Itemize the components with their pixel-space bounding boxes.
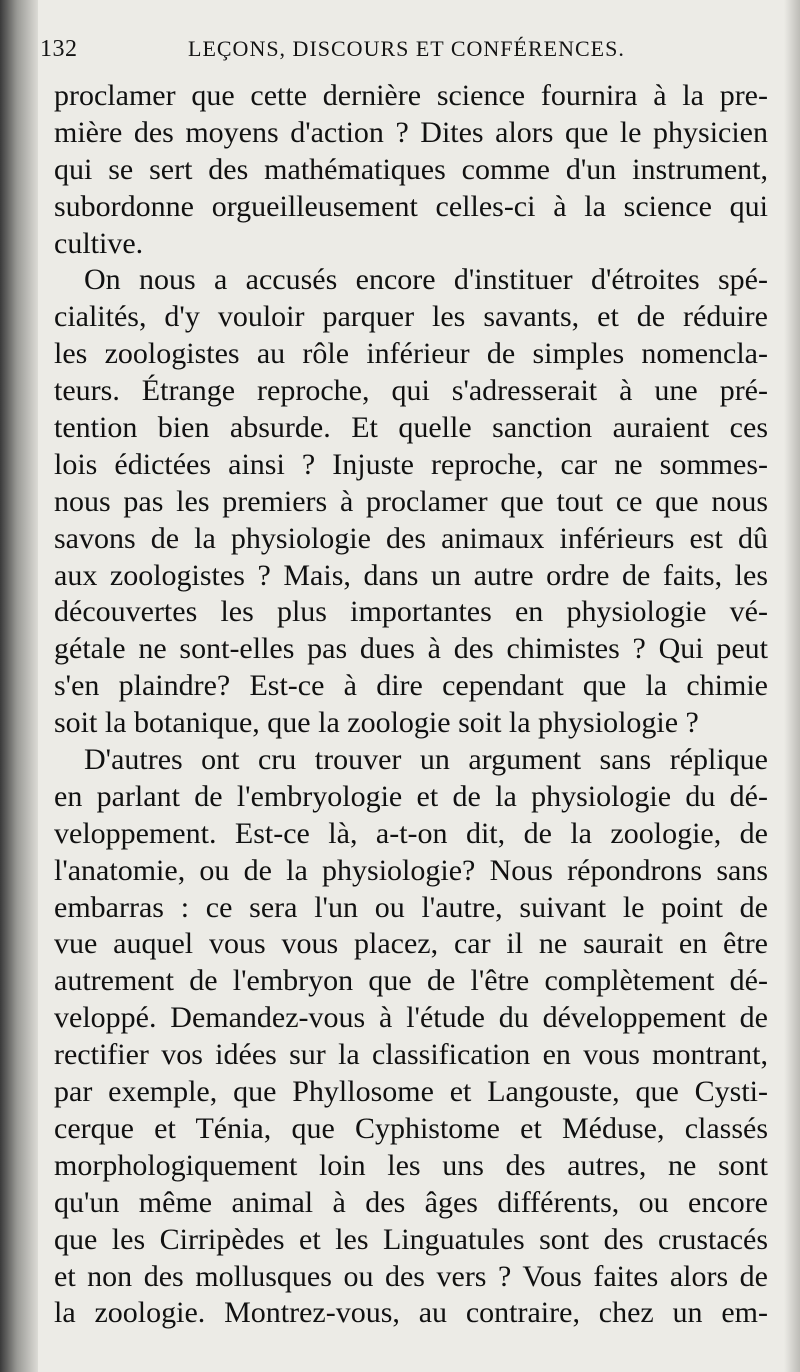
text-line: et non des mollusques ou des vers ? Vous faites alors de [54, 1259, 768, 1293]
text-line: proclamer que cette dernière science fournira à la pre- [54, 79, 768, 112]
text-line: savons de la physiologie des animaux inférieurs est dû [54, 521, 768, 555]
text-line: On nous a accusés encore d'instituer d'étroites spé- [84, 263, 768, 297]
text-line: cerque et Ténia, que Cyphistome et Méduse, classés [54, 1111, 768, 1145]
body-text [54, 78, 768, 1332]
text-line: veloppement. Est-ce là, a-t-on dit, de la zoologie, de [54, 816, 768, 850]
text-line: en parlant de l'embryologie et de la physiologie du dé- [54, 779, 768, 813]
binding-gutter-shadow [0, 0, 38, 1372]
text-line: cialités, d'y vouloir parquer les savants, et de réduire [54, 300, 768, 334]
text-line: gétale ne sont-elles pas dues à des chimistes ? Qui peut [54, 632, 768, 666]
text-line: cultive. [54, 226, 144, 260]
page-edge-shadow [784, 0, 800, 1372]
text-line: veloppé. Demandez-vous à l'étude du développement de [54, 1001, 768, 1035]
text-line: aux zoologistes ? Mais, dans un autre ordre de faits, les [54, 558, 768, 592]
text-line: qui se sert des mathématiques comme d'un instrument, [54, 152, 768, 186]
text-line: les zoologistes au rôle inférieur de simples nomencla- [54, 337, 768, 371]
text-line: morphologiquement loin les uns des autres, ne sont [54, 1148, 768, 1182]
text-line: soit la botanique, que la zoologie soit la physiologie ? [54, 706, 699, 740]
text-line: lois édictées ainsi ? Injuste reproche, car ne sommes- [54, 447, 768, 481]
text-line: la zoologie. Montrez-vous, au contraire, chez un em- [54, 1296, 768, 1330]
page-number: 132 [40, 36, 78, 62]
running-header [40, 36, 778, 76]
text-line: embarras : ce sera l'un ou l'autre, suivant le point de [54, 890, 768, 924]
text-line: par exemple, que Phyllosome et Langouste, que Cysti- [54, 1075, 768, 1109]
text-line: l'anatomie, ou de la physiologie? Nous répondrons sans [54, 853, 768, 887]
text-line: s'en plaindre? Est-ce à dire cependant que la chimie [54, 669, 768, 703]
running-title: LEÇONS, DISCOURS ET CONFÉRENCES. [188, 36, 625, 61]
text-line: D'autres ont cru trouver un argument sans réplique [84, 743, 768, 777]
text-line: tention bien absurde. Et quelle sanction auraient ces [54, 411, 768, 445]
text-line: autrement de l'embryon que de l'être complètement dé- [54, 964, 768, 998]
text-line: découvertes les plus importantes en physiologie vé- [54, 595, 768, 629]
text-line: vue auquel vous vous placez, car il ne saurait en être [54, 927, 768, 961]
text-line: mière des moyens d'action ? Dites alors que le physicien [54, 115, 768, 149]
text-line: qu'un même animal à des âges différents, ou encore [54, 1185, 768, 1219]
text-line: que les Cirripèdes et les Linguatules sont des crustacés [54, 1222, 768, 1256]
text-line: teurs. Étrange reproche, qui s'adresserait à une pré- [54, 374, 768, 408]
text-line: rectifier vos idées sur la classification en vous montrant, [54, 1038, 768, 1072]
text-line: subordonne orgueilleusement celles-ci à la science qui [54, 189, 768, 223]
text-line: nous pas les premiers à proclamer que tout ce que nous [54, 484, 768, 518]
